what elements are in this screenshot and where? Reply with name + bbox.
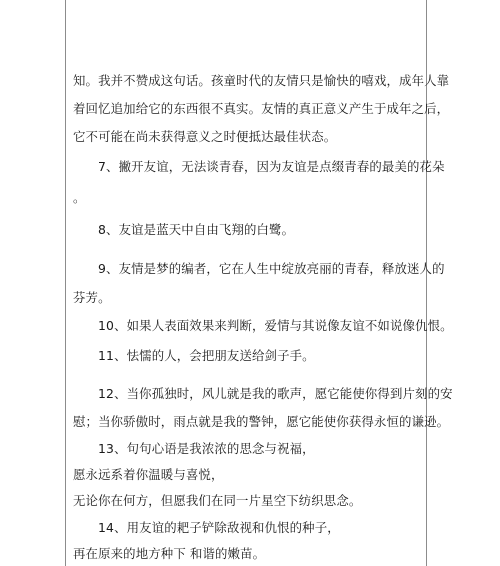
- item-13-line-2: 愿永远系着你温暖与喜悦，: [73, 467, 224, 482]
- item-12-line-2: 慰；当你骄傲时，雨点就是我的警钟，愿它能使你获得永恒的谦逊。: [73, 414, 450, 429]
- item-13-line-1: 13、句句心语是我浓浓的思念与祝福，: [98, 441, 315, 456]
- item-7-line-1: 7、撇开友谊，无法谈青春，因为友谊是点缀青春的最美的花朵: [98, 159, 445, 174]
- item-11: 11、怯懦的人，会把朋友送给剑子手。: [98, 348, 315, 363]
- item-10: 10、如果人表面效果来判断，爱情与其说像友谊不如说像仇恨。: [98, 318, 453, 333]
- item-9-line-1: 9、友情是梦的编者，它在人生中绽放亮丽的青春，释放迷人的: [98, 261, 445, 276]
- item-9-line-2: 芬芳。: [73, 290, 111, 305]
- text-line-2: 着回忆追加给它的东西很不真实。友情的真正意义产生于成年之后，: [73, 101, 450, 116]
- item-7-line-2: 。: [73, 190, 86, 205]
- item-8: 8、友谊是蓝天中自由飞翔的白鹭。: [98, 222, 295, 237]
- item-12-line-1: 12、当你孤独时，风儿就是我的歌声，愿它能使你得到片刻的安: [98, 386, 453, 401]
- text-line-1: 知。我并不赞成这句话。孩童时代的友情只是愉快的嘻戏，成年人靠: [73, 73, 450, 88]
- item-14-line-2: 再在原来的地方种下 和谐的嫩苗。: [73, 546, 266, 561]
- text-line-3: 它不可能在尚未获得意义之时便抵达最佳状态。: [73, 129, 337, 144]
- item-14-line-1: 14、用友谊的耙子铲除敌视和仇恨的种子，: [98, 520, 340, 535]
- item-13-line-3: 无论你在何方，但愿我们在同一片星空下纺织思念。: [73, 493, 362, 508]
